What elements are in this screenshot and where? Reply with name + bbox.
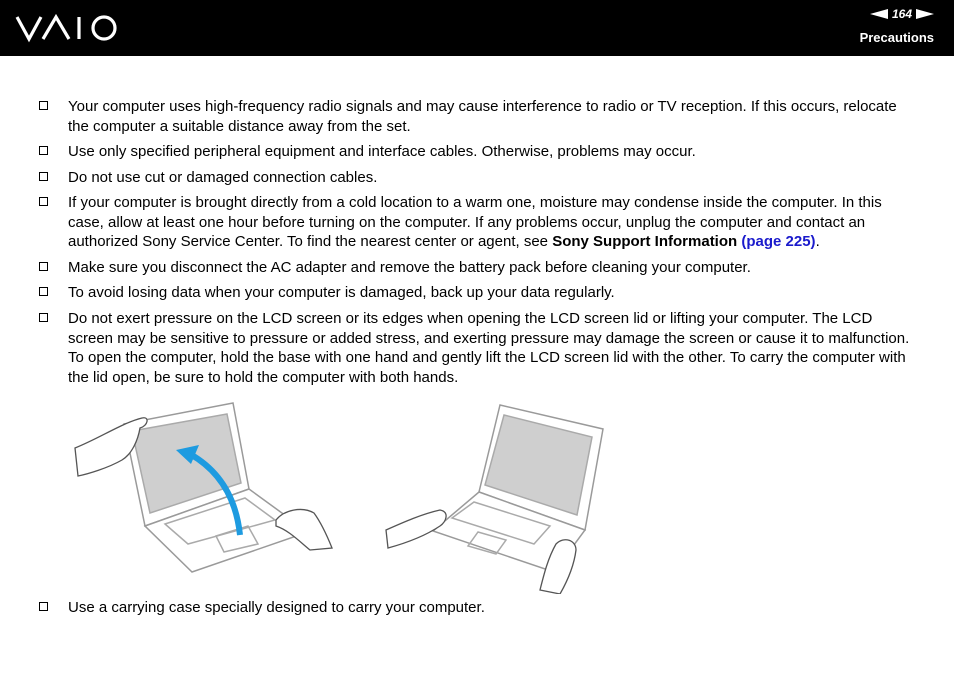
checkbox-bullet-icon	[39, 197, 48, 206]
previous-page-arrow-icon[interactable]	[870, 9, 888, 19]
checkbox-bullet-icon	[39, 101, 48, 110]
list-item: Your computer uses high-frequency radio signals and may cause interference to radio or TV reception. If this occurs, relocate the computer a suitable distance away from the set.	[39, 97, 919, 136]
laptop-carrying-figure	[433, 405, 603, 572]
hand-icon	[276, 509, 332, 550]
list-item: Do not exert pressure on the LCD screen or its edges when opening the LCD screen lid or lifting your computer. The LCD screen may be sensitive to pressure or added stress, and exerting pressure may damage the screen or cause it to malfunction. To open the computer, hold the base with one hand and gently lift the LCD screen lid with the other. To carry the computer with the lid open, be sure to hold the computer with both hands.	[39, 309, 919, 387]
page-link[interactable]: (page 225)	[741, 233, 816, 250]
page-header	[0, 0, 954, 56]
checkbox-bullet-icon	[39, 287, 48, 296]
list-item: Do not use cut or damaged connection cables.	[39, 168, 919, 188]
item-text: If your computer is brought directly from a cold location to a warm one, moisture may condense inside the computer. In this case, allow at least one hour before turning on the computer. If any problems occur, unplug the computer and contact an authorized Sony Service Center. To find the nearest center or agent, see	[68, 194, 882, 250]
list-item: Use a carrying case specially designed to carry your computer.	[39, 598, 919, 618]
checkbox-bullet-icon	[39, 602, 48, 611]
checkbox-bullet-icon	[39, 172, 48, 181]
laptop-handling-illustration	[70, 398, 610, 594]
list-item: To avoid losing data when your computer is damaged, back up your data regularly.	[39, 283, 919, 303]
checkbox-bullet-icon	[39, 262, 48, 271]
next-page-arrow-icon[interactable]	[916, 9, 934, 19]
list-item: Make sure you disconnect the AC adapter and remove the battery pack before cleaning your computer.	[39, 258, 919, 278]
list-item: If your computer is brought directly from a cold location to a warm one, moisture may condense inside the computer. In this case, allow at least one hour before turning on the computer. If any problems occur, unplug the computer and contact an authorized Sony Service Center. To find the nearest center or agent, see Sony Support Information (page 225).	[39, 193, 919, 252]
checkbox-bullet-icon	[39, 313, 48, 322]
page-number: 164	[891, 7, 912, 21]
section-title: Precautions	[859, 30, 934, 45]
list-item: Use only specified peripheral equipment and interface cables. Otherwise, problems may occur.	[39, 142, 919, 162]
vaio-logo	[15, 13, 121, 43]
page-navigation	[870, 7, 934, 21]
checkbox-bullet-icon	[39, 146, 48, 155]
support-info-reference: Sony Support Information	[552, 233, 738, 250]
laptop-opening-figure	[124, 403, 308, 572]
